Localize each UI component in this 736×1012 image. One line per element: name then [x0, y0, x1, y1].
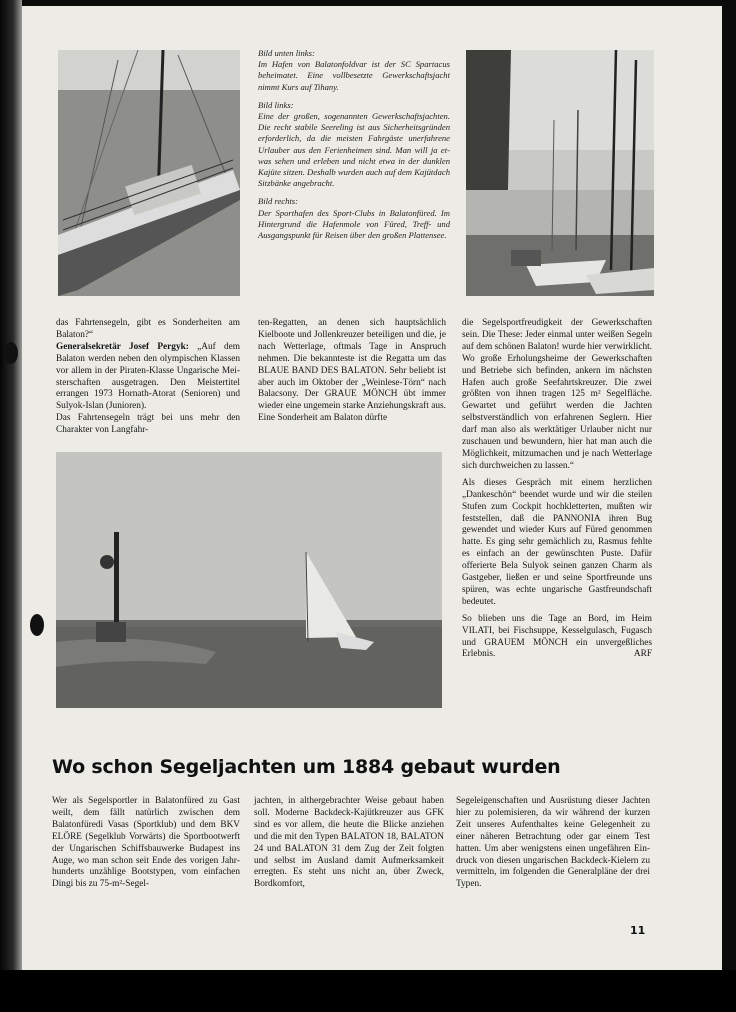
- caption-heading-right: Bild rechts:: [258, 196, 299, 207]
- photo-harbor-right: [466, 50, 654, 296]
- page-number: 11: [630, 924, 646, 937]
- col1-answer: „Auf dem Balaton werden neben den olympischen Klassen vor allem in der Piraten-Klasse Ungarische Meisterschaften ausgetragen. Den Meistertitel errangen 1973 Hornath-Atorat (Senioren) und Sulyok-Islan (Junioren).: [56, 341, 240, 412]
- bottom-column-1: [52, 796, 240, 896]
- scan-border: [0, 970, 736, 1012]
- speaker-name: Generalsekretär Josef Pergyk:: [56, 341, 189, 352]
- col1-paragraph-2: Das Fahrtensegeln trägt bei uns mehr den Charakter von Langfahr-: [56, 413, 240, 436]
- col3-paragraph-1: die Segelsportfreudigkeit der Gewerkschaften sein. Die These: Jeder einmal unter weißen Segeln auf dem schönen Balaton! wurde hier verwirklicht. Wo große Erholungsheime der Gewerkschaften und Betriebe sich befinden, ankern im nächsten Hafen auch große Seefahrtskreuzer. Die zwei größten von ihnen tragen 125 m² Segelfläche. Gewartet und geführt werden die Jachten selbstverständlich von erfahrenen Seglern. Hier darf man also als werktätiger Urlauber nicht nur zuschauen und bewundern, hier hat man auch die Möglichkeit, mitzumachen und je nach Wetterlage sich durchweichen zu lassen.“: [462, 318, 652, 471]
- bottom-col1-text: Wer als Segelsportler in Balatonfüred zu Gast weilt, dem fällt natürlich zwischen dem Balatonfüredi Vasas (Sportklub) und dem BKV ELÖRE (Segelklub Vorwärts) die Sportbootwerft der Ungarischen Schiffsbauwerke Budapest ins Auge, wo man schon seit Ende des vorigen Jahrhunderts unzählige Bootstypen, vom einfachen Dingi bis zu 75-m²-Segel-: [52, 796, 240, 890]
- page-binding-shadow: [0, 0, 22, 1012]
- bottom-col2-text: jachten, in althergebrachter Weise gebaut haben soll. Moderne Backdeck-Kajütkreuzer aus GFK sind es vor allem, die heute die Blicke anziehen und die mit den Typen BALATON 18, BALATON 24 und BALATON 31 dem Zug der Zeit folgten und selbst im Ausland damit Aufmerksamkeit erregten. Es steht uns nicht an, über Zweck, Bordkomfort,: [254, 796, 444, 890]
- punch-hole: [30, 614, 44, 636]
- caption-left: Eine der großen, sogenannten Gewerkschaftsjachten. Die recht stabile Seereling ist aus Sicherheitsgründen erforderlich, da die meisten Fahrgäste unerfahrene Urlauber aus den Ferienheimen sind. Man will ja etwas sehen und erleben und nicht etwa in der dunklen Kajüte sitzen. Deshalb wurden auch auf dem Kajütdach Sitzbänke angebracht.: [258, 111, 450, 189]
- col3-paragraph-2: Als dieses Gespräch mit einem herzlichen „Dankeschön“ beendet wurde und wir die steilen Stufen zum Cockpit hochkletterten, mußten wir feststellen, daß die PANNONIA ihren Bug gewendet und wieder Kurs auf Füred genommen hatte. Es ging sehr gemächlich zu, Rasmus fehlte es einfach an der gewünschten Puste. Dafür offerierte Bela Sulyok seinen ganzen Charm als Gastgeber, ließen er und seine Sportfreunde uns spüren, was echte ungarische Gastfreundschaft bedeutet.: [462, 477, 652, 607]
- photo-sailboat-lighthouse: [56, 452, 442, 708]
- article-headline: Wo schon Segeljachten um 1884 gebaut wurden: [52, 756, 561, 778]
- caption-heading-left: Bild links:: [258, 99, 294, 110]
- photo-yacht-left: [58, 50, 240, 296]
- article-column-2: [258, 318, 446, 430]
- article-column-1: [56, 318, 240, 442]
- photo-captions: [258, 48, 450, 248]
- bottom-col3-text: Segeleigenschaften und Ausrüstung dieser Jachten hier zu polemisieren, da wir während der kurzen Zeit unseres Aufenthaltes keine Gelegenheit zu einer näheren Betrachtung oder gar einem Test hatten. Um aber wenigstens einen ungefähren Eindruck von diesen ungarischen Backdeck-Kielern zu vermitteln, im folgenden die Generalpläne der drei Typen.: [456, 796, 650, 890]
- caption-heading-bottom-left: Bild unten links:: [258, 48, 315, 58]
- punch-hole: [4, 342, 18, 364]
- col1-intro: das Fahrtensegeln, gibt es Sonderheiten am Balaton?“: [56, 318, 240, 340]
- col2-paragraph-1: ten-Regatten, an denen sich hauptsächlich Kielboote und Jollenkreuzer beteiligen und die, je nach Wetterlage, oftmals Tage in Anspruch nehmen. Die bekannteste ist die Regatta um das BLAUE BAND DES BALATON. Sehr beliebt ist aber auch im Oktober der „Weinlese-Törn“ nach Balacsony. Der GRAUE MÖNCH übt immer wieder eine ungemein starke Anziehungskraft aus. Eine Sonderheit am Balaton dürfte: [258, 318, 446, 424]
- caption-right: Der Sporthafen des Sport-Clubs in Balatonfüred. Im Hintergrund die Hafenmole von Füred, Treff- und Ausgangspunkt für Reisen über den großen Plattensee.: [258, 207, 450, 241]
- caption-bottom-left: Im Hafen von Balatonfoldvar ist der SC Spartacus beheimatet. Eine vollbesetzte Gewerkschaftsjacht nimmt Kurs auf Tihany.: [258, 59, 450, 92]
- bottom-column-2: [254, 796, 444, 896]
- author-signature: ARF: [633, 649, 652, 660]
- bottom-column-3: [456, 796, 650, 896]
- col3-paragraph-3: So blieben uns die Tage an Bord, im Heim VILATI, bei Fischsuppe, Kesselgulasch, Fugasch und GRAUEM MÖNCH ein unvergeßliches Erlebnis.: [462, 613, 652, 660]
- article-column-3: [462, 318, 652, 661]
